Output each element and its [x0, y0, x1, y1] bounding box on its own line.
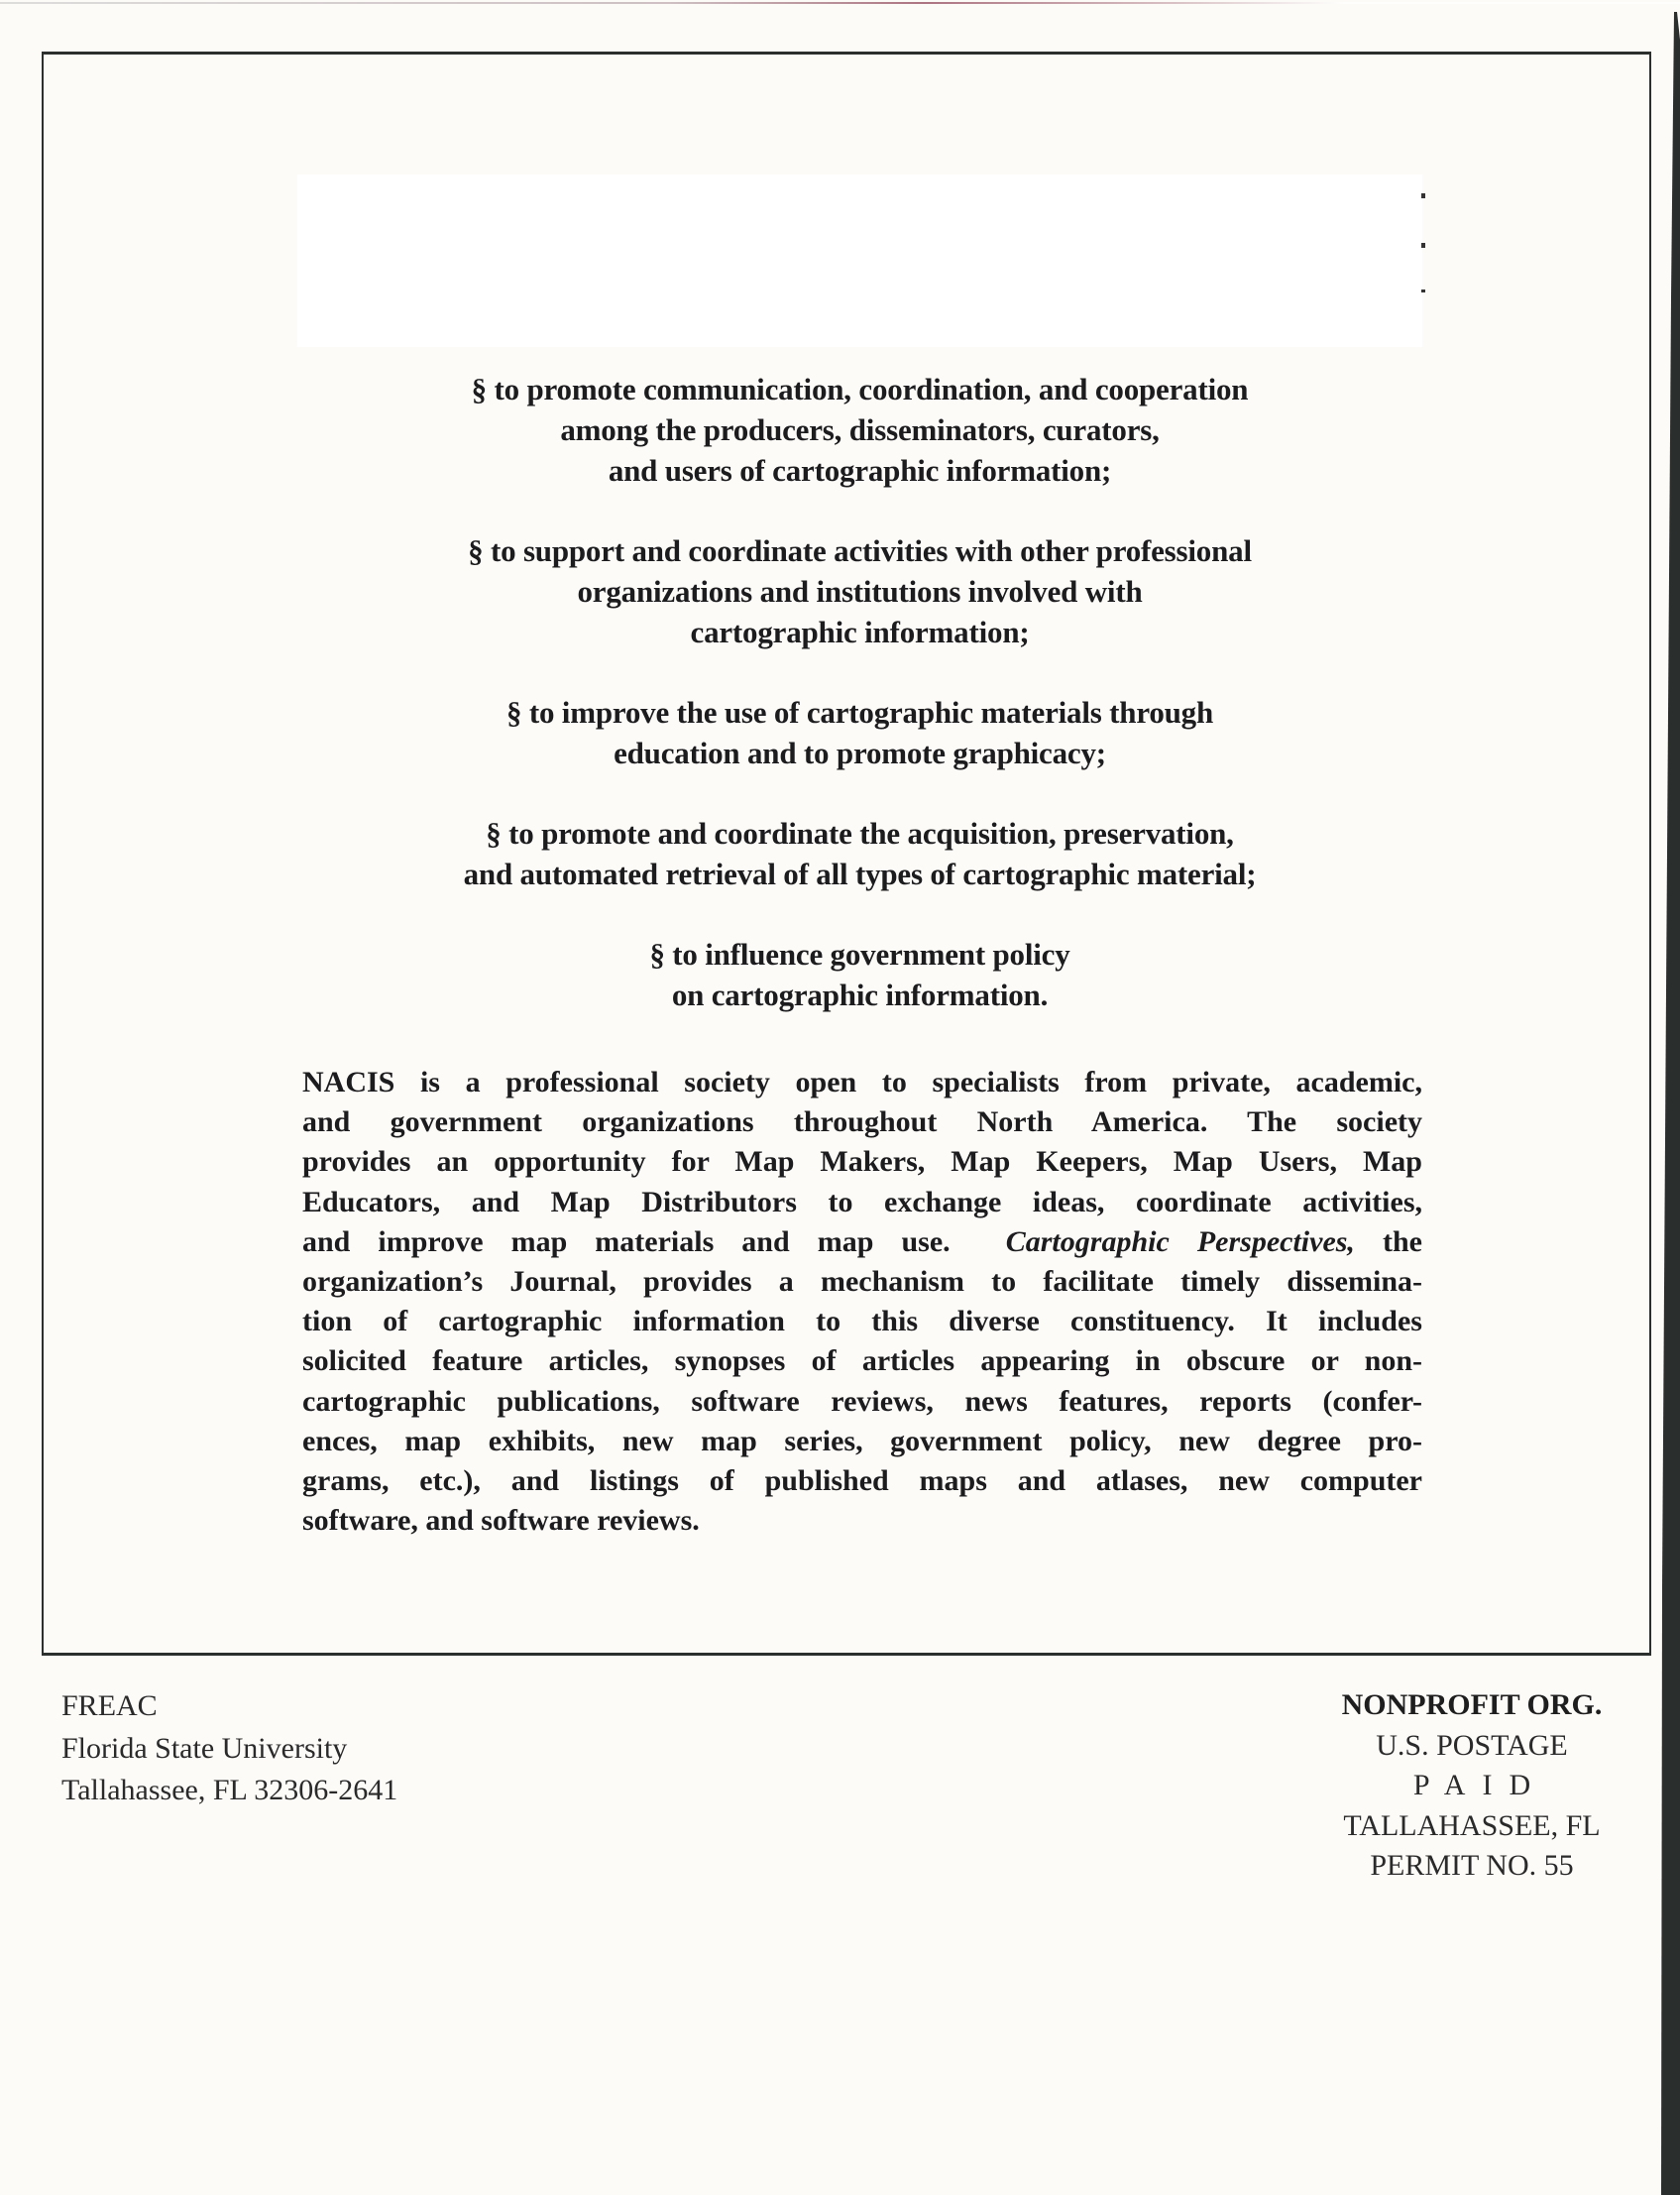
objective-item: [297, 530, 1422, 652]
objective-item: [297, 692, 1422, 773]
description-line: solicited feature articles, synopses of articles appearing in obscure or non-: [302, 1344, 1422, 1378]
objective-line: § to influence government policy: [649, 937, 1070, 972]
description-line: software, and software reviews.: [302, 1504, 700, 1538]
journal-title: Cartographic Perspectives,: [1005, 1224, 1355, 1258]
objective-line: § to improve the use of cartographic materials through: [505, 695, 1214, 730]
description-line-journal: [302, 1222, 1422, 1262]
description-text: the: [1383, 1224, 1422, 1258]
objective-line: § to support and coordinate activities with other professional: [468, 533, 1252, 568]
objective-item: [297, 934, 1422, 1015]
postage-paid: PAID: [1412, 1769, 1548, 1801]
return-city: Tallahassee, FL 32306-2641: [61, 1774, 398, 1806]
description-line: cartographic publications, software reviews, news features, reports (confer-: [302, 1384, 1422, 1418]
objectives-list: [297, 369, 1422, 1055]
return-address: [61, 1685, 397, 1812]
description-line: and government organizations throughout North America. The society: [302, 1105, 1422, 1139]
objective-line: § to promote and coordinate the acquisition, preservation,: [486, 816, 1234, 851]
objective-line: on cartographic information.: [671, 978, 1049, 1012]
objective-line: organizations and institutions involved with: [577, 574, 1143, 609]
description-line: organization’s Journal, provides a mechanism to facilitate timely dissemina-: [302, 1265, 1422, 1299]
objective-item: [297, 369, 1422, 491]
return-institution: Florida State University: [61, 1731, 348, 1765]
registration-mark: [1421, 193, 1425, 198]
description-line: grams, etc.), and listings of published maps and atlases, new computer: [302, 1464, 1422, 1498]
objective-line: and automated retrieval of all types of cartographic material;: [463, 857, 1257, 891]
registration-mark: [1421, 243, 1425, 248]
description-line: NACIS is a professional society open to specialists from private, academic,: [302, 1066, 1422, 1098]
postage-label: U.S. POSTAGE: [1376, 1728, 1568, 1762]
description-line: tion of cartographic information to this diverse constituency. It includes: [302, 1305, 1422, 1338]
description-line: provides an opportunity for Map Makers, Map Keepers, Map Users, Map: [302, 1145, 1422, 1179]
objective-item: [297, 813, 1422, 894]
postage-org-type: NONPROFIT ORG.: [1341, 1688, 1603, 1721]
objective-line: and users of cartographic information;: [608, 453, 1112, 488]
blank-masthead-area: [297, 174, 1422, 347]
postage-permit: PERMIT NO. 55: [1370, 1849, 1574, 1882]
description-text: and improve map materials and map use.: [302, 1224, 951, 1258]
return-org: FREAC: [61, 1689, 158, 1722]
postage-indicia: [1279, 1685, 1665, 1887]
objective-line: cartographic information;: [690, 615, 1030, 649]
description-line: Educators, and Map Distributors to exchange ideas, coordinate activities,: [302, 1185, 1422, 1218]
postage-city: TALLAHASSEE, FL: [1343, 1808, 1601, 1842]
registration-mark: [1421, 289, 1425, 292]
objective-line: among the producers, disseminators, curators,: [560, 412, 1160, 447]
nacis-description: [302, 1063, 1422, 1541]
objective-line: education and to promote graphicacy;: [614, 736, 1106, 770]
description-line: ences, map exhibits, new map series, government policy, new degree pro-: [302, 1424, 1422, 1457]
objective-line: § to promote communication, coordination, and cooperation: [471, 372, 1249, 406]
